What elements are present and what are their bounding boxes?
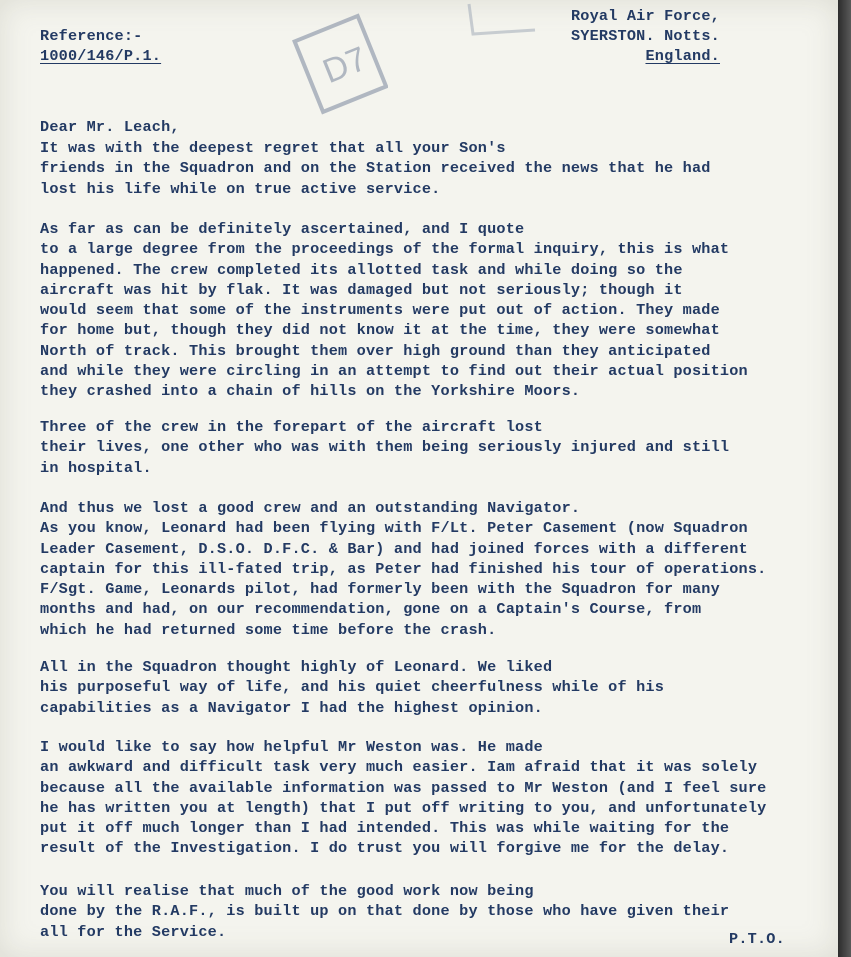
paragraph-line: As far as can be definitely ascertained, and I quote (40, 220, 525, 238)
address-line-1: Royal Air Force, (570, 7, 720, 25)
reference-number: 1000/146/P.1. (40, 47, 162, 65)
paragraph-line: capabilities as a Navigator I had the highest opinion. (40, 698, 543, 717)
paragraph-6 (40, 737, 767, 859)
paragraph-line: lost his life while on true active service. (40, 179, 441, 198)
paragraph-line: put it off much longer than I had intended. This was while waiting for the (40, 819, 730, 838)
paragraph-line: an awkward and difficult task very much easier. Iam afraid that it was solely (40, 758, 758, 777)
paragraph-line: All in the Squadron thought highly of Leonard. We liked (40, 658, 553, 676)
paragraph-line: done by the R.A.F., is built up on that done by those who have given their (40, 902, 730, 921)
paragraph-line: which he had returned some time before the crash. (40, 620, 497, 639)
address-line-2: SYERSTON. Notts. (570, 27, 720, 45)
address-line-3: England. (645, 47, 720, 65)
paragraph-line: happened. The crew completed its allotted task and while doing so the (40, 260, 683, 279)
paragraph-3 (40, 417, 729, 478)
paragraph-line: in hospital. (40, 458, 152, 477)
paragraph-line: As you know, Leonard had been flying with F/Lt. Peter Casement (now Squadron (40, 519, 748, 538)
stamp-text: D7 (317, 39, 373, 92)
paragraph-line: And thus we lost a good crew and an outstanding Navigator. (40, 499, 581, 517)
paragraph-line: North of track. This brought them over high ground than they anticipated (40, 341, 711, 360)
received-stamp (292, 8, 388, 118)
paragraph-line: he has written you at length) that I put off writing to you, and unfortunately (40, 798, 767, 817)
paragraph-2 (40, 219, 748, 402)
paragraph-line: You will realise that much of the good work now being (40, 882, 534, 900)
sender-address (571, 6, 720, 66)
page-edge (838, 0, 851, 957)
paragraph-line: captain for this ill-fated trip, as Peter had finished his tour of operations. (40, 559, 767, 578)
paragraph-1 (40, 138, 711, 199)
paragraph-line: friends in the Squadron and on the Station received the news that he had (40, 159, 711, 178)
paragraph-line: they crashed into a chain of hills on the Yorkshire Moors. (40, 382, 581, 401)
paragraph-line: to a large degree from the proceedings of the formal inquiry, this is what (40, 240, 730, 259)
paragraph-line: their lives, one other who was with them being seriously injured and still (40, 438, 730, 457)
paragraph-line: I would like to say how helpful Mr Weston was. He made (40, 738, 543, 756)
please-turn-over: P.T.O. (729, 930, 785, 948)
paragraph-line: and while they were circling in an attempt to find out their actual position (40, 362, 748, 381)
reference-label: Reference:- (40, 27, 143, 45)
stamp-fragment (465, 0, 540, 38)
paragraph-4 (40, 498, 767, 640)
salutation: Dear Mr. Leach, (40, 118, 180, 136)
paragraph-line: Three of the crew in the forepart of the aircraft lost (40, 418, 543, 436)
paragraph-line: would seem that some of the instruments were put out of action. They made (40, 301, 720, 320)
paragraph-line: aircraft was hit by flak. It was damaged but not seriously; though it (40, 280, 683, 299)
reference-block (40, 26, 161, 66)
paragraph-line: months and had, on our recommendation, gone on a Captain's Course, from (40, 600, 702, 619)
paragraph-line: F/Sgt. Game, Leonards pilot, had formerly been with the Squadron for many (40, 580, 720, 599)
paragraph-line: Leader Casement, D.S.O. D.F.C. & Bar) and had joined forces with a different (40, 539, 748, 558)
paragraph-line: result of the Investigation. I do trust you will forgive me for the delay. (40, 839, 730, 858)
paragraph-line: his purposeful way of life, and his quiet cheerfulness while of his (40, 678, 665, 697)
paragraph-7 (40, 881, 729, 942)
paragraph-line: for home but, though they did not know it at the time, they were somewhat (40, 321, 720, 340)
paragraph-line: It was with the deepest regret that all your Son's (40, 139, 506, 157)
paragraph-line: all for the Service. (40, 922, 227, 941)
paragraph-5 (40, 657, 664, 718)
paragraph-line: because all the available information was passed to Mr Weston (and I feel sure (40, 778, 767, 797)
